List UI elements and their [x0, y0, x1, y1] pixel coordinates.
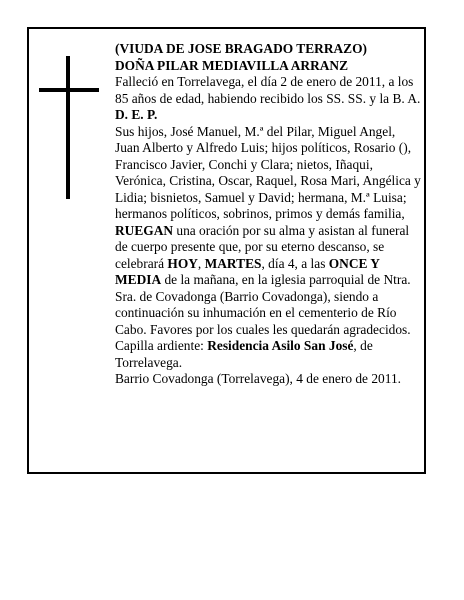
funeral-text-2: , día 4, a las [261, 255, 329, 271]
death-statement: Falleció en Torrelavega, el día 2 de enero de 2011, a los 85 años de edad, habiendo recibido los SS. SS. y la B. A. [115, 74, 421, 106]
chapel-place: Residencia Asilo San José [207, 338, 354, 353]
ruegan-word: RUEGAN [115, 222, 174, 238]
cross-icon [39, 56, 99, 199]
funeral-day-martes: MARTES [204, 255, 262, 271]
chapel-location: , de Torrelavega. [115, 338, 373, 370]
deceased-name: DOÑA PILAR MEDIAVILLA ARRANZ [115, 57, 349, 73]
dep-line: D. E. P. [115, 107, 158, 122]
funeral-paragraph [115, 223, 421, 339]
widow-line: (VIUDA DE JOSE BRAGADO TERRAZO) [115, 41, 367, 56]
obituary-notice [27, 27, 426, 474]
funeral-separator: , [197, 255, 205, 271]
dateline: Barrio Covadonga (Torrelavega), 4 de enero de 2011. [115, 371, 401, 386]
funeral-day-hoy: HOY [167, 255, 198, 271]
funeral-text-3: de la mañana, en la iglesia parroquial de Ntra. Sra. de Covadonga (Barrio Covadonga), siendo a continuación su inhumación en el cementerio de Río Cabo. Favores por los cuales les quedarán agradecidos. [115, 272, 411, 337]
funeral-time: ONCE Y MEDIA [115, 255, 380, 287]
chapel-line [115, 338, 421, 371]
family-list: Sus hijos, José Manuel, M.ª del Pilar, Miguel Angel, Juan Alberto y Alfredo Luis; hijos políticos, Rosario (), Francisco Javier, Conchi y Clara; nietos, Iñaqui, Verónica, Cristina, Oscar, Raquel, Rosa Mari, Angélica y Lidia; bisnietos, Samuel y David; hermana, M.ª Luisa; hermanos políticos, sobrinos, primos y demás familia, [115, 123, 421, 221]
chapel-label: Capilla ardiente: [115, 338, 208, 353]
cross-horizontal-bar [39, 88, 99, 92]
funeral-text-1: una oración por su alma y asistan al funeral de cuerpo presente que, por su eterno descanso, se celebrará [115, 222, 410, 271]
notice-body [115, 41, 421, 388]
cross-vertical-bar [66, 56, 70, 199]
